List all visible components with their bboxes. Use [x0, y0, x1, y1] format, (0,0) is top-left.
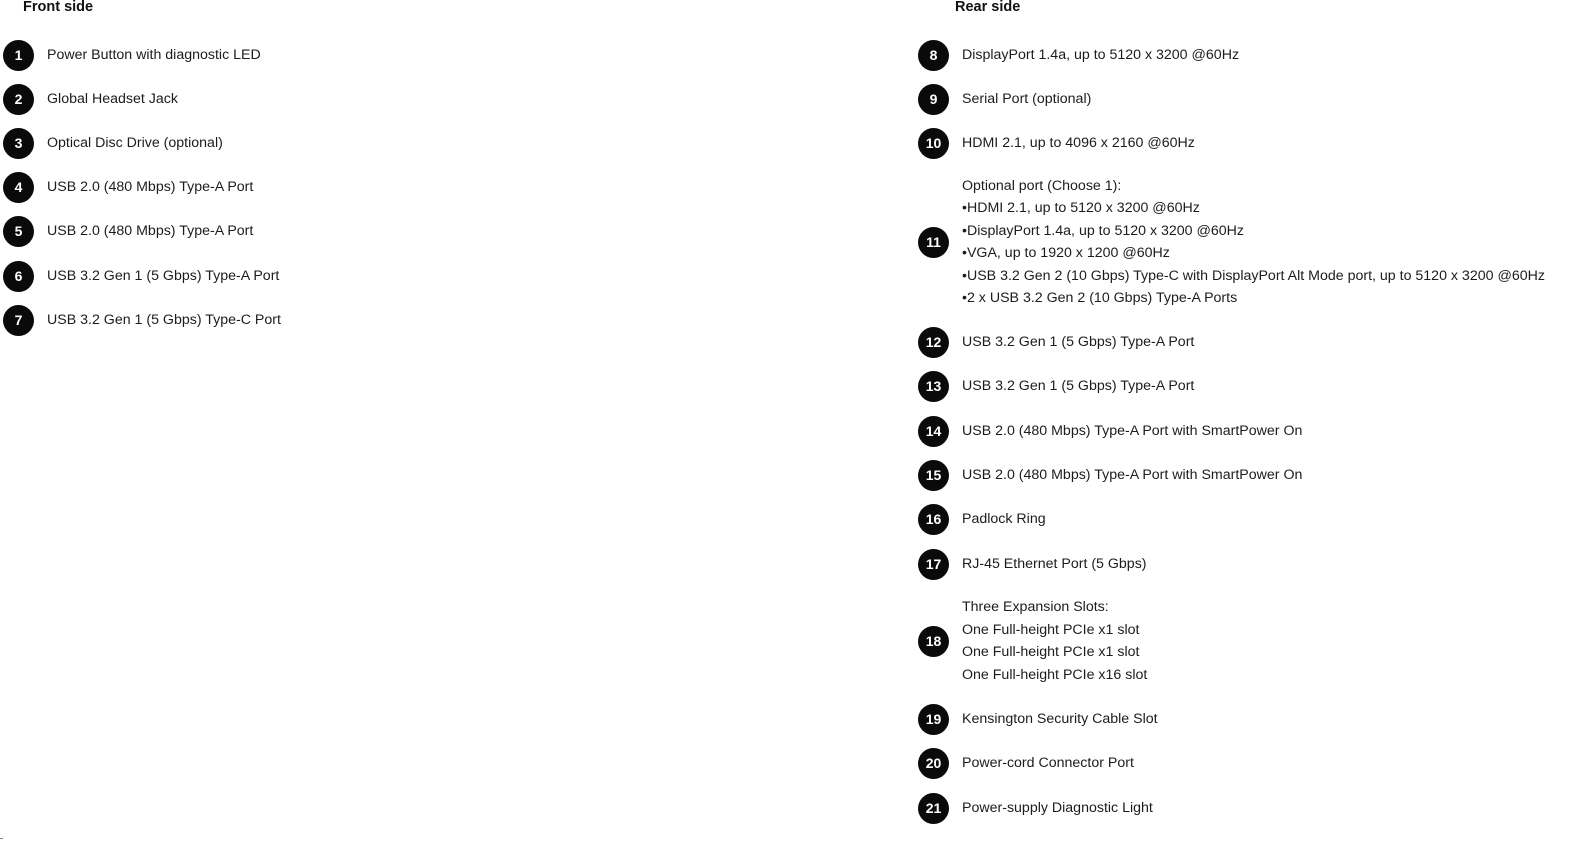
item-description-line: Three Expansion Slots:	[962, 599, 1109, 615]
rear-item-19	[925, 704, 1158, 735]
item-description-line: USB 3.2 Gen 1 (5 Gbps) Type-A Port	[962, 333, 1195, 350]
item-description-line: USB 3.2 Gen 1 (5 Gbps) Type-C Port	[47, 311, 281, 328]
item-description	[962, 331, 1194, 354]
item-number-badge: 9	[918, 84, 949, 115]
rear-item-20	[925, 748, 1134, 779]
item-description-line: One Full-height PCIe x1 slot	[962, 621, 1140, 638]
item-description	[47, 44, 261, 67]
item-description	[962, 375, 1194, 398]
item-description-line: Power-cord Connector Port	[962, 754, 1134, 771]
item-description-line: •USB 3.2 Gen 2 (10 Gbps) Type-C with DisplayPort Alt Mode port, up to 5120 x 3200 @60Hz	[962, 267, 1545, 284]
item-description	[47, 220, 253, 243]
item-number-badge: 17	[918, 549, 949, 580]
item-description-line: USB 2.0 (480 Mbps) Type-A Port	[47, 178, 254, 195]
item-description-line: USB 3.2 Gen 1 (5 Gbps) Type-A Port	[962, 377, 1195, 394]
corner-mark	[0, 838, 3, 839]
item-description	[962, 175, 1545, 310]
item-number-badge: 4	[3, 172, 34, 203]
item-number-badge: 16	[918, 504, 949, 535]
item-number-badge: 5	[3, 216, 34, 247]
item-description	[962, 553, 1147, 576]
item-description-line: •DisplayPort 1.4a, up to 5120 x 3200 @60Hz	[962, 222, 1245, 239]
item-number-badge: 2	[3, 84, 34, 115]
item-description	[962, 508, 1046, 531]
item-description-line: Serial Port (optional)	[962, 90, 1092, 107]
item-description-line: USB 2.0 (480 Mbps) Type-A Port with SmartPower On	[962, 422, 1303, 439]
item-description	[47, 309, 281, 332]
item-description	[962, 797, 1153, 820]
rear-item-10	[925, 128, 1195, 159]
item-number-badge: 6	[3, 261, 34, 292]
item-description-line: RJ-45 Ethernet Port (5 Gbps)	[962, 555, 1147, 572]
item-description	[962, 708, 1158, 731]
front-side-title: Front side	[23, 0, 94, 15]
item-number-badge: 12	[918, 327, 949, 358]
item-description	[962, 132, 1195, 155]
item-number-badge: 3	[3, 128, 34, 159]
rear-item-12	[925, 327, 1195, 358]
item-number-badge: 13	[918, 371, 949, 402]
item-number-badge: 10	[918, 128, 949, 159]
item-description-line: DisplayPort 1.4a, up to 5120 x 3200 @60Hz	[962, 46, 1240, 63]
front-item-5	[0, 216, 253, 247]
front-item-7	[0, 305, 281, 336]
item-description-line: USB 2.0 (480 Mbps) Type-A Port	[47, 222, 254, 239]
front-item-6	[0, 261, 279, 292]
item-number-badge: 21	[918, 793, 949, 824]
rear-item-16	[925, 504, 1046, 535]
item-number-badge: 11	[918, 227, 949, 258]
item-description	[962, 596, 1147, 686]
item-description-line: Optical Disc Drive (optional)	[47, 134, 223, 151]
item-description-line: Padlock Ring	[962, 510, 1046, 527]
rear-item-15	[925, 460, 1303, 491]
item-description	[962, 752, 1134, 775]
rear-item-14	[925, 416, 1303, 447]
item-description-line: Optional port (Choose 1):	[962, 177, 1122, 194]
item-description-line: USB 2.0 (480 Mbps) Type-A Port with SmartPower On	[962, 466, 1303, 483]
item-description-line: HDMI 2.1, up to 4096 x 2160 @60Hz	[962, 134, 1195, 151]
item-description	[962, 464, 1302, 487]
item-description	[47, 176, 253, 199]
front-item-2	[0, 84, 178, 115]
item-description-line: Global Headset Jack	[47, 90, 178, 107]
front-item-1	[0, 40, 261, 71]
item-number-badge: 14	[918, 416, 949, 447]
item-number-badge: 8	[918, 40, 949, 71]
rear-item-17	[925, 549, 1147, 580]
item-description-line: One Full-height PCIe x16 slot	[962, 666, 1148, 683]
item-description	[962, 44, 1239, 67]
item-description	[47, 88, 178, 111]
item-description-line: •HDMI 2.1, up to 5120 x 3200 @60Hz	[962, 200, 1200, 216]
rear-item-9	[929, 84, 1092, 115]
item-description	[962, 88, 1091, 111]
item-description-line: •VGA, up to 1920 x 1200 @60Hz	[962, 245, 1170, 261]
item-number-badge: 20	[918, 748, 949, 779]
rear-item-13	[925, 371, 1195, 402]
item-description-line: One Full-height PCIe x1 slot	[962, 644, 1140, 660]
item-description-line: Kensington Security Cable Slot	[962, 710, 1158, 727]
front-item-4	[0, 172, 253, 203]
item-description-line: Power Button with diagnostic LED	[47, 46, 261, 63]
item-number-badge: 18	[918, 626, 949, 657]
item-number-badge: 19	[918, 704, 949, 735]
item-description	[962, 420, 1302, 443]
rear-item-21	[925, 793, 1153, 824]
rear-side-title: Rear side	[955, 0, 1021, 15]
item-number-badge: 1	[3, 40, 34, 71]
rear-item-18	[925, 596, 1148, 686]
item-number-badge: 7	[3, 305, 34, 336]
item-description-line: •2 x USB 3.2 Gen 2 (10 Gbps) Type-A Ports	[962, 290, 1238, 306]
item-number-badge: 15	[918, 460, 949, 491]
item-description-line: USB 3.2 Gen 1 (5 Gbps) Type-A Port	[47, 267, 280, 284]
front-item-3	[0, 128, 223, 159]
item-description	[47, 132, 223, 155]
rear-item-11	[926, 175, 1545, 310]
item-description	[47, 265, 279, 288]
item-description-line: Power-supply Diagnostic Light	[962, 799, 1153, 816]
rear-item-8	[929, 40, 1240, 71]
